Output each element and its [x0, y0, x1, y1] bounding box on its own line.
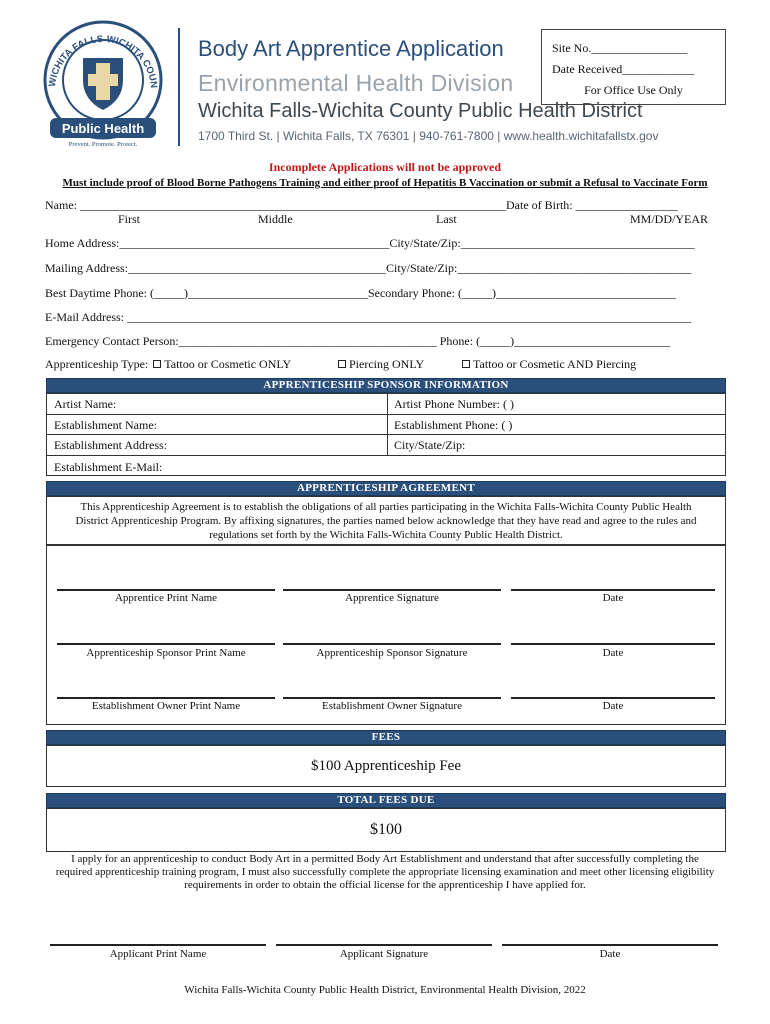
first-label: First [118, 212, 141, 226]
svg-text:Public Health: Public Health [61, 121, 145, 136]
option-label: Piercing ONLY [349, 357, 425, 371]
artist-name-field[interactable]: Artist Name: [54, 397, 117, 411]
requirements-notice: Must include proof of Blood Borne Pathogens Training and either proof of Hepatitis B Vaccination or submit a Refusal to Vaccinate Form [62, 177, 708, 189]
date-label: Date [599, 948, 621, 960]
fee-amount: $100 Apprenticeship Fee [46, 745, 726, 787]
date-label: Date [602, 592, 624, 604]
column-divider [387, 394, 388, 456]
sponsor-section-header: APPRENTICESHIP SPONSOR INFORMATION [46, 378, 726, 393]
establishment-address-field[interactable]: Establishment Address: [54, 438, 167, 452]
signature-line[interactable] [57, 589, 275, 591]
last-label: Last [436, 212, 457, 226]
form-title: Body Art Apprentice Application [198, 36, 504, 61]
owner-signature-label: Establishment Owner Signature [322, 700, 462, 712]
artist-phone-field[interactable]: Artist Phone Number: ( ) [394, 397, 514, 411]
office-use-label: For Office Use Only [584, 83, 683, 97]
option-label: Tattoo or Cosmetic ONLY [164, 357, 292, 371]
checkbox-icon[interactable] [338, 360, 346, 368]
signature-line[interactable] [283, 643, 501, 645]
signature-line[interactable] [511, 697, 715, 699]
email-field[interactable]: E-Mail Address: ______________________________________________________________________________________________ [45, 310, 691, 324]
office-use-box [541, 29, 726, 105]
sponsor-signature-label: Apprenticeship Sponsor Signature [316, 647, 468, 659]
date-label: Date [602, 647, 624, 659]
checkbox-both[interactable] [460, 357, 636, 372]
applicant-signature-label: Applicant Signature [339, 948, 429, 960]
establishment-phone-field[interactable]: Establishment Phone: ( ) [394, 418, 513, 432]
site-no-field[interactable]: Site No.________________ [552, 41, 688, 55]
signature-line[interactable] [502, 944, 718, 946]
division-name: Environmental Health Division [198, 70, 514, 96]
signature-line[interactable] [57, 643, 275, 645]
applicant-print-label: Applicant Print Name [109, 948, 207, 960]
signature-line[interactable] [57, 697, 275, 699]
applicant-declaration: I apply for an apprenticeship to conduct Body Art in a permitted Body Art Establishment and understand that after successfully completing the required apprenticeship training program, I must also successfully complete the appropriate licensing examination and meet other licensing eligibility requirements in order to obtain the official license for the apprenticeship I have applied for. [55, 853, 715, 891]
owner-print-label: Establishment Owner Print Name [91, 700, 241, 712]
sponsor-info-table [46, 393, 726, 476]
date-received-field[interactable]: Date Received____________ [552, 62, 695, 76]
incomplete-warning: Incomplete Applications will not be approved [268, 160, 502, 174]
agreement-section-header: APPRENTICESHIP AGREEMENT [46, 481, 726, 496]
name-dob-field[interactable]: Name: _______________________________________________________________________Date of Birth: _________________ [45, 198, 678, 212]
agreement-signature-box [46, 545, 726, 725]
fees-section-header: FEES [46, 730, 726, 745]
emergency-contact-field[interactable]: Emergency Contact Person:___________________________________________ Phone: (_____)__________________________ [45, 334, 671, 348]
sponsor-print-label: Apprenticeship Sponsor Print Name [86, 647, 246, 659]
signature-line[interactable] [276, 944, 492, 946]
option-label: Tattoo or Cosmetic AND Piercing [473, 357, 637, 371]
total-fees-header: TOTAL FEES DUE [46, 793, 726, 808]
signature-line[interactable] [511, 589, 715, 591]
signature-line[interactable] [283, 697, 501, 699]
svg-text:Prevent. Promote. Protect.: Prevent. Promote. Protect. [68, 141, 138, 148]
public-health-logo [38, 18, 168, 148]
checkbox-piercing[interactable] [336, 357, 424, 372]
phone-field[interactable]: Best Daytime Phone: (_____)______________________________Secondary Phone: (_____)______________________________ [45, 286, 676, 300]
city-state-zip-field[interactable]: City/State/Zip: [394, 438, 466, 452]
header-divider [178, 28, 180, 146]
dob-format-label: MM/DD/YEAR [630, 212, 709, 226]
agreement-text: This Apprenticeship Agreement is to establish the obligations of all parties participating in the Wichita Falls-Wichita County Public Health District Apprenticeship Program. By affixing signatures, the parties named below acknowledge that they have read and agree to the rules and regulations set forth by the Wichita Falls-Wichita County Public Health District. [46, 496, 726, 545]
middle-label: Middle [258, 212, 293, 226]
checkbox-icon[interactable] [153, 360, 161, 368]
total-fees-amount: $100 [46, 808, 726, 852]
apprentice-print-label: Apprentice Print Name [114, 592, 218, 604]
signature-line[interactable] [283, 589, 501, 591]
establishment-email-field[interactable]: Establishment E-Mail: [54, 460, 163, 474]
apprenticeship-type-label: Apprenticeship Type: [45, 357, 149, 371]
date-label: Date [602, 700, 624, 712]
page-footer: Wichita Falls-Wichita County Public Health District, Environmental Health Division, 2022 [184, 984, 586, 996]
checkbox-tattoo[interactable] [151, 357, 291, 371]
svg-text:WICHITA FALLS-WICHITA COUNTY P: WICHITA FALLS-WICHITA COUN [46, 33, 160, 89]
signature-line[interactable] [511, 643, 715, 645]
home-address-field[interactable]: Home Address:_____________________________________________City/State/Zip:_______________________________________ [45, 236, 695, 250]
apprenticeship-type-row [45, 357, 291, 372]
apprentice-signature-label: Apprentice Signature [345, 592, 439, 604]
checkbox-icon[interactable] [462, 360, 470, 368]
contact-address: 1700 Third St. | Wichita Falls, TX 76301 | 940-761-7800 | www.health.wichitafallstx.gov [198, 129, 659, 143]
district-name: Wichita Falls-Wichita County Public Health District [198, 100, 643, 122]
establishment-name-field[interactable]: Establishment Name: [54, 418, 157, 432]
signature-line[interactable] [50, 944, 266, 946]
mailing-address-field[interactable]: Mailing Address:___________________________________________City/State/Zip:_______________________________________ [45, 261, 692, 275]
